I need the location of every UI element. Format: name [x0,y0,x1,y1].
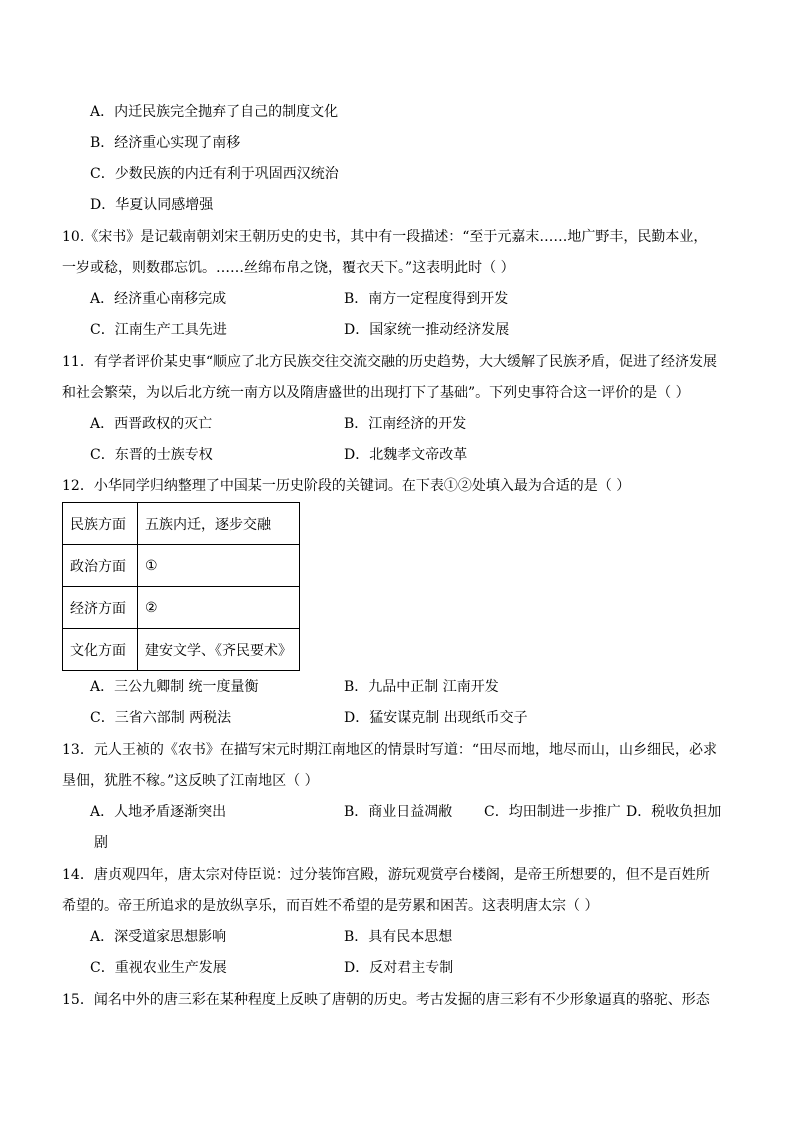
table-cell-aspect: 政治方面 [63,545,138,587]
keyword-table [62,502,300,671]
table-cell-value: ① [138,545,300,587]
q10-option-b: B．南方一定程度得到开发 [344,291,509,307]
q11-option-c: C．东晋的士族专权 [90,447,213,463]
q10-option-c: C．江南生产工具先进 [90,322,227,338]
q14-option-b: B．具有民本思想 [344,929,453,945]
q12-stem: 12．小华同学归纳整理了中国某一历史阶段的关键词。在下表①②处填入最为合适的是（ ） [62,478,631,494]
table-cell-aspect: 民族方面 [63,503,138,545]
q13-stem-line1: 13．元人王祯的《农书》在描写宋元时期江南地区的情景时写道：“田尽而地，地尽而山，山乡细民，必求 [62,742,717,758]
table-cell-aspect: 经济方面 [63,587,138,629]
q14-option-a: A．深受道家思想影响 [90,929,227,945]
table-row [63,503,300,545]
q9-option-d: D．华夏认同感增强 [90,197,214,213]
q11-stem-line1: 11．有学者评价某史事“顺应了北方民族交往交流交融的历史趋势，大大缓解了民族矛盾，促进了经济发展 [62,354,717,370]
q13-option-a: A．人地矛盾逐渐突出 [90,804,227,820]
q12-option-c: C．三省六部制 两税法 [90,710,232,726]
table-cell-aspect: 文化方面 [63,629,138,671]
table-row [63,545,300,587]
q14-stem-line1: 14．唐贞观四年，唐太宗对侍臣说：过分装饰宫殿，游玩观赏亭台楼阁，是帝王所想要的，但不是百姓所 [62,867,710,883]
q11-option-b: B．江南经济的开发 [344,416,467,432]
q10-option-d: D．国家统一推动经济发展 [344,322,510,338]
table-cell-value: ② [138,587,300,629]
q9-option-b: B．经济重心实现了南移 [90,135,241,151]
q12-option-a: A．三公九卿制 统一度量衡 [90,679,259,695]
q10-stem-line1: 10.《宋书》是记载南朝刘宋王朝历史的史书，其中有一段描述：“至于元嘉末……地广野丰，民勤本业， [62,229,708,245]
q15-stem-line1: 15．闻名中外的唐三彩在某种程度上反映了唐朝的历史。考古发掘的唐三彩有不少形象逼真的骆驼、形态 [62,992,710,1008]
q12-option-d: D．猛安谋克制 出现纸币交子 [344,710,528,726]
q12-option-b: B．九品中正制 江南开发 [344,679,499,695]
table-cell-value: 建安文学、《齐民要术》 [138,629,300,671]
q11-option-a: A．西晋政权的灭亡 [90,416,213,432]
q9-option-a: A．内迁民族完全抛弃了自己的制度文化 [90,104,339,120]
table-row [63,629,300,671]
q14-option-d: D．反对君主专制 [344,960,454,976]
q13-option-d: D．税收负担加 [626,804,722,820]
table-row [63,587,300,629]
q14-stem-line2: 希望的。帝王所追求的是放纵享乐，而百姓不希望的是劳累和困苦。这表明唐太宗（ ） [62,898,599,914]
q13-option-c: C．均田制进一步推广 [484,804,621,820]
q13-option-b: B．商业日益凋敝 [344,804,453,820]
q14-option-c: C．重视农业生产发展 [90,960,227,976]
q10-option-a: A．经济重心南移完成 [90,291,227,307]
q13-stem-line2: 垦佃，犹胜不稼。”这反映了江南地区（ ） [62,773,319,789]
q13-option-d-wrap: 剧 [94,835,108,851]
q11-stem-line2: 和社会繁荣，为以后北方统一南方以及隋唐盛世的出现打下了基础”。下列史事符合这一评价的是（ ） [62,385,690,401]
q11-option-d: D．北魏孝文帝改革 [344,447,468,463]
q9-option-c: C．少数民族的内迁有利于巩固西汉统治 [90,166,339,182]
q10-stem-line2: 一岁或稔，则数郡忘饥。……丝绵布帛之饶，覆衣天下。”这表明此时（ ） [62,260,515,276]
table-cell-value: 五族内迁，逐步交融 [138,503,300,545]
